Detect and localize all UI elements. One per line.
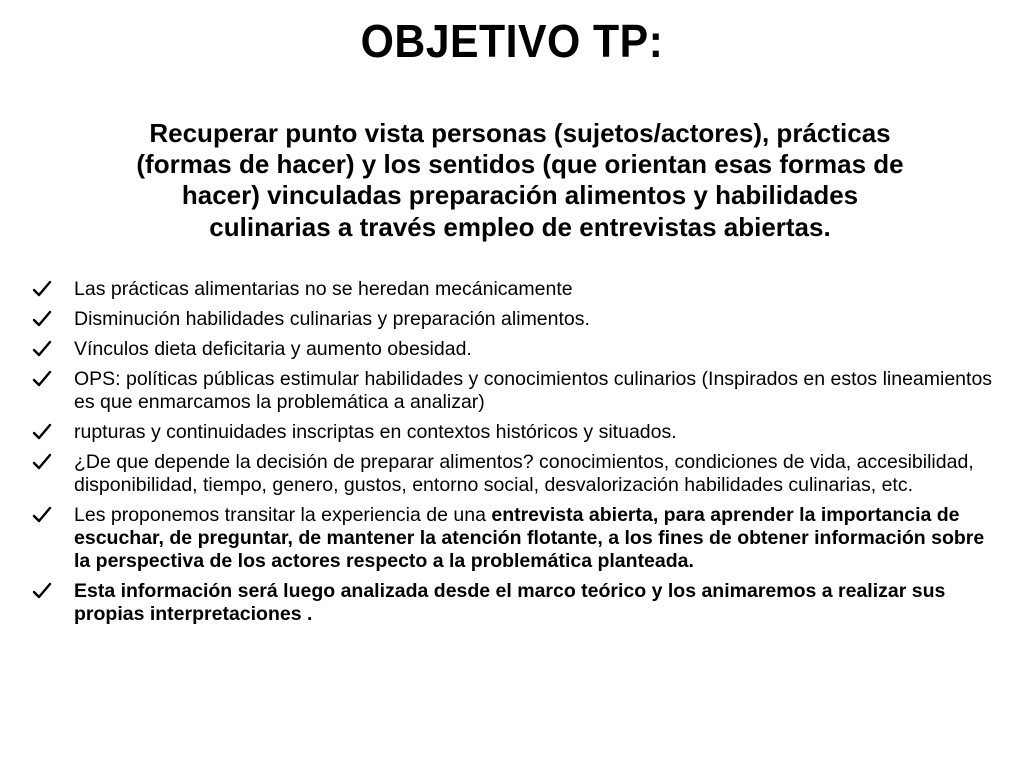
checkmark-icon [32, 581, 52, 601]
checkmark-icon [32, 279, 52, 299]
checkmark-icon [32, 422, 52, 442]
slide-title: OBJETIVO TP: [360, 15, 664, 67]
bullet-text: Les proponemos transitar la experiencia de una [74, 504, 492, 526]
bullet-item [30, 451, 1004, 497]
bullet-text: OPS: políticas públicas estimular habilidades y conocimientos culinarios (Inspirados en estos lineamientos es que enmarcamos la problemática a analizar) [74, 368, 993, 413]
bullet-text: Disminución habilidades culinarias y preparación alimentos. [74, 308, 590, 330]
subtitle-line: (formas de hacer) y los sentidos (que orientan esas formas de [136, 149, 904, 180]
bullet-text: Las prácticas alimentarias no se heredan mecánicamente [74, 278, 573, 300]
slide-subtitle [60, 118, 980, 243]
bullet-item [30, 580, 1004, 626]
bullet-text: ¿De que depende la decisión de preparar alimentos? conocimientos, condiciones de vida, accesibilidad, disponibilidad, tiempo, genero, gustos, entorno social, desvalorización habilidades culinarias, etc. [74, 451, 974, 496]
bullet-text: rupturas y continuidades inscriptas en contextos históricos y situados. [74, 421, 677, 443]
subtitle-line: culinarias a través empleo de entrevistas abiertas. [209, 211, 831, 242]
bullet-bold-text: Esta información será luego analizada desde el marco teórico y los animaremos a realizar sus propias interpretaciones . [74, 580, 946, 625]
bullet-item [30, 421, 1004, 444]
subtitle-line: hacer) vinculadas preparación alimentos y habilidades [181, 180, 859, 211]
bullet-bold-text: entrevista abierta, para aprender la importancia de escuchar, de preguntar, de mantener la atención flotante, a los fines de obtener información sobre la perspectiva de los actores respecto a la problemática planteada. [74, 504, 985, 572]
bullet-item [30, 308, 1004, 331]
bullet-item [30, 338, 1004, 361]
checkmark-icon [32, 309, 52, 329]
subtitle-line: Recuperar punto vista personas (sujetos/actores), prácticas [149, 118, 891, 148]
bullet-list [30, 278, 1004, 633]
bullet-item [30, 368, 1004, 414]
checkmark-icon [32, 505, 52, 525]
checkmark-icon [32, 339, 52, 359]
checkmark-icon [32, 452, 52, 472]
bullet-item [30, 278, 1004, 301]
checkmark-icon [32, 369, 52, 389]
bullet-item [30, 504, 1004, 573]
bullet-text: Vínculos dieta deficitaria y aumento obesidad. [74, 338, 472, 360]
